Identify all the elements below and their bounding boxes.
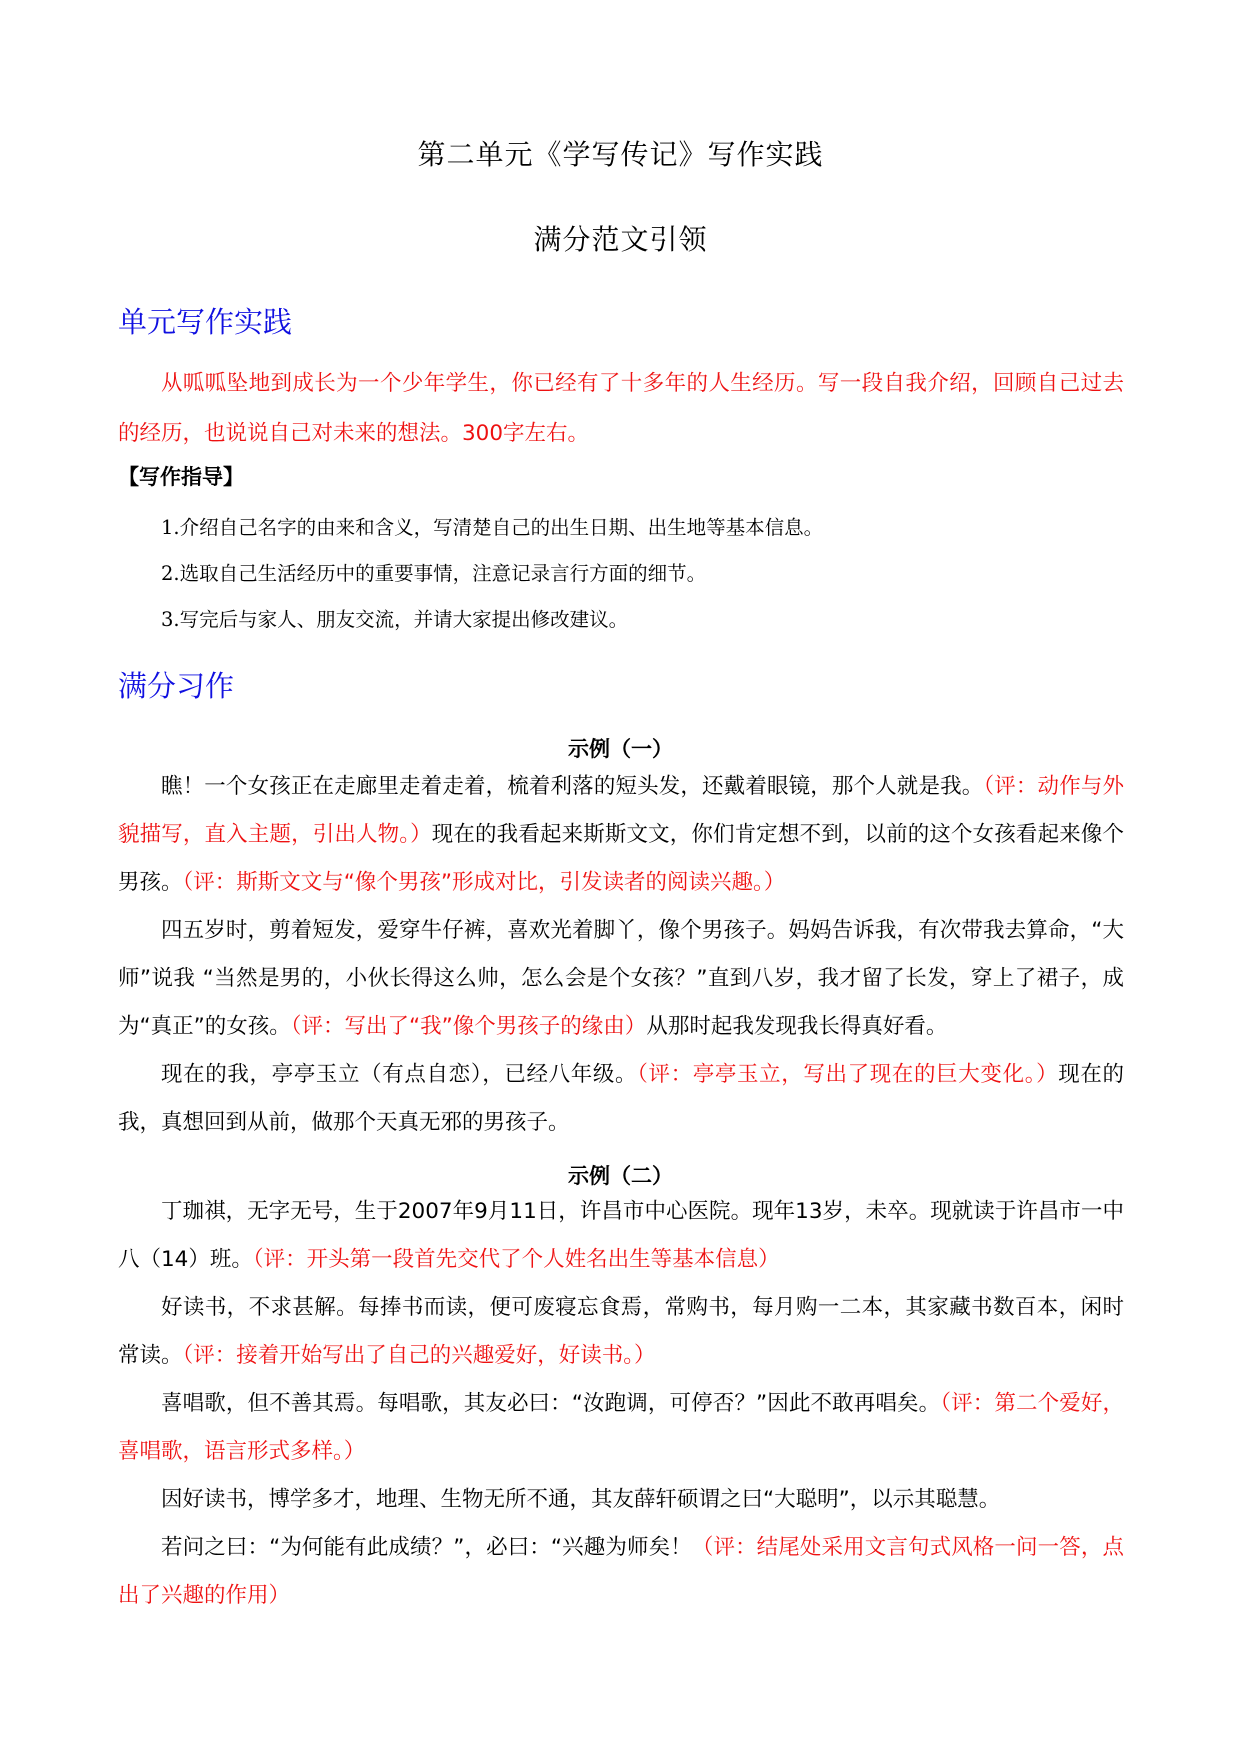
paragraph	[118, 763, 1124, 907]
text: 若问之曰：“为何能有此成绩？”，必曰：“兴趣为师矣！	[161, 1535, 692, 1560]
text: 现在的我看起来斯斯文文，你们肯定想不到，以前的这个女孩看起来像个男孩。	[118, 822, 1124, 895]
comment: （评：开头第一段首先交代了个人姓名出生等基本信息）	[252, 1247, 780, 1272]
text: 丁珈祺，无字无号，生于2007年9月11日，许昌市中心医院。现年13岁，未卒。现就读于许昌市一中八（14）班。	[118, 1199, 1124, 1272]
comment: （评：亭亭玉立，写出了现在的巨大变化。）	[637, 1062, 1059, 1087]
text: 从那时起我发现我长得真好看。	[646, 1014, 948, 1039]
text: 喜唱歌，但不善其焉。每唱歌，其友必曰：“汝跑调，可停否？”因此不敢再唱矣。	[161, 1391, 941, 1416]
page-subtitle: 满分范文引领	[533, 223, 708, 256]
section-heading-essays: 满分习作	[118, 669, 235, 703]
comment: （评：第二个爱好，喜唱歌，语言形式多样。）	[118, 1391, 1124, 1464]
text: 四五岁时，剪着短发，爱穿牛仔裤，喜欢光着脚丫，像个男孩子。妈妈告诉我，有次带我去算命，“大师”说我 “当然是男的，小伙长得这么帅，怎么会是个女孩？”直到八岁，我才留了长发，穿上了裙子，成为“真正”的女孩。	[118, 918, 1124, 1039]
text: 现在的我，亭亭玉立（有点自恋），已经八年级。	[161, 1062, 638, 1087]
example-1-title: 示例（一）	[568, 737, 673, 761]
text: 现在的我，真想回到从前，做那个天真无邪的男孩子。	[118, 1062, 1124, 1135]
task-text: 从呱呱坠地到成长为一个少年学生，你已经有了十多年的人生经历。写一段自我介绍，回顾自己过去的经历，也说说自己对未来的想法。300字左右。	[118, 371, 1124, 446]
comment: （评：接着开始写出了自己的兴趣爱好，好读书。）	[182, 1343, 656, 1368]
guide-heading: 【写作指导】	[118, 465, 244, 489]
example-1-body	[118, 763, 1124, 1147]
paragraph	[118, 1188, 1124, 1284]
comment: （评：结尾处采用文言句式风格一问一答，点出了兴趣的作用）	[118, 1535, 1124, 1608]
text: 因好读书，博学多才，地理、生物无所不通，其友薛轩硕谓之曰“大聪明”，以示其聪慧。	[161, 1487, 1001, 1512]
paragraph	[118, 907, 1124, 1051]
comment: （评：写出了“我”像个男孩子的缘由）	[290, 1014, 647, 1039]
guide-item: 3.写完后与家人、朋友交流，并请大家提出修改建议。	[161, 608, 629, 631]
guide-item: 2.选取自己生活经历中的重要事情，注意记录言行方面的细节。	[161, 562, 707, 585]
text: 好读书，不求甚解。每捧书而读，便可废寝忘食焉，常购书，每月购一二本，其家藏书数百本，闲时常读。	[118, 1295, 1124, 1368]
text: 瞧！一个女孩正在走廊里走着走着，梳着利落的短头发，还戴着眼镜，那个人就是我。	[161, 774, 984, 799]
writing-task	[118, 359, 1124, 459]
paragraph	[118, 1380, 1124, 1476]
paragraph	[118, 1476, 1124, 1524]
paragraph	[118, 1051, 1124, 1147]
comment: （评：斯斯文文与“像个男孩”形成对比，引发读者的阅读兴趣。）	[182, 870, 786, 895]
paragraph	[118, 1524, 1124, 1620]
paragraph	[118, 1284, 1124, 1380]
page-title: 第二单元《学写传记》写作实践	[417, 138, 824, 171]
section-heading-practice: 单元写作实践	[118, 305, 293, 339]
guide-item: 1.介绍自己名字的由来和含义，写清楚自己的出生日期、出生地等基本信息。	[161, 516, 824, 539]
example-2-body	[118, 1188, 1124, 1620]
example-2-title: 示例（二）	[568, 1164, 673, 1188]
comment: （评：动作与外貌描写，直入主题，引出人物。）	[118, 774, 1124, 847]
